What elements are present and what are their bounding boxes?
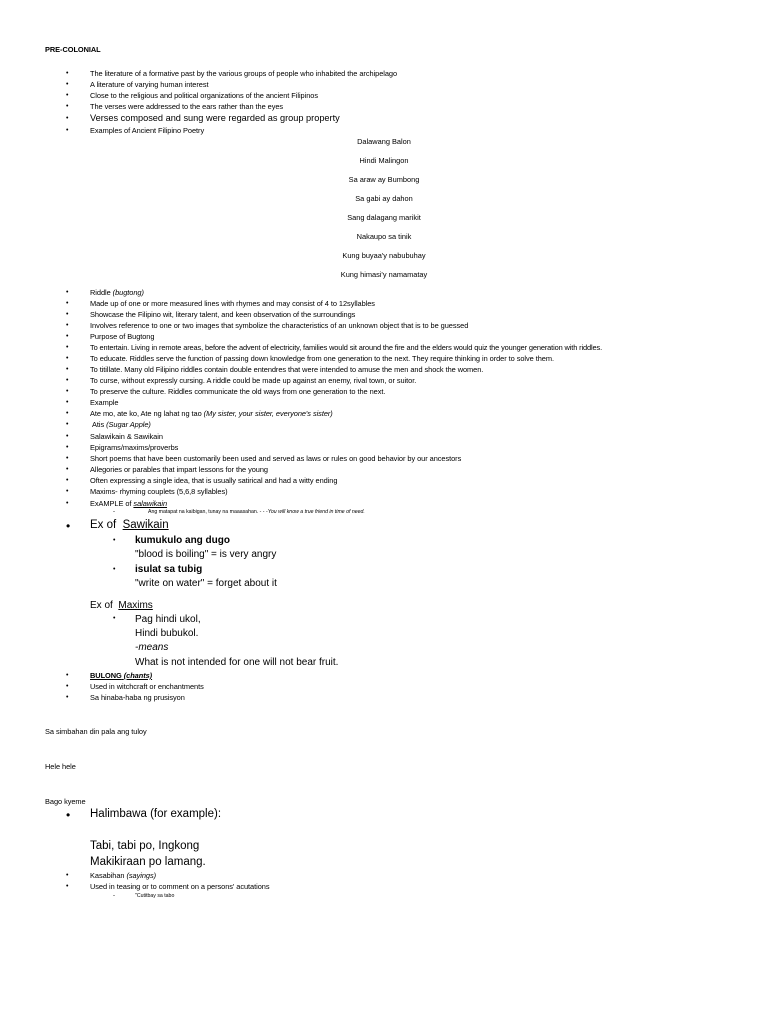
example-translation: (My sister, your sister, everyone's sister) xyxy=(203,409,333,418)
list-item: To educate. Riddles serve the function of passing down knowledge from one generation to the next. They require thinking in order to solve them. xyxy=(90,354,554,363)
bullet: • xyxy=(66,81,69,88)
list-item: Involves reference to one or two images that symbolize the characteristics of an unknown object that is to be guessed xyxy=(90,321,469,330)
list-item: Used in teasing or to comment on a persons' acutations xyxy=(90,882,270,891)
kasabihan-italic: (sayings) xyxy=(126,871,157,880)
sub-item-text: Ang matapat na kaibigan, tunay na maaasahan. - - - xyxy=(148,509,268,515)
bullet: • xyxy=(66,388,69,395)
bullet: • xyxy=(66,92,69,99)
bullet: • xyxy=(66,127,69,134)
poem-line: Hindi Malingon xyxy=(359,156,409,165)
bullet: • xyxy=(66,477,69,484)
list-item: Maxims- rhyming couplets (5,6,8 syllables) xyxy=(90,487,228,496)
riddle-italic: (bugtong) xyxy=(112,288,144,297)
bulong-italic: (chants) xyxy=(123,671,153,680)
bullet: • xyxy=(66,300,69,307)
bullet: • xyxy=(113,615,116,622)
answer-text: Atis xyxy=(92,420,105,429)
heading-prefix: Ex of xyxy=(90,519,117,531)
example-prefix: ExAMPLE of xyxy=(90,499,132,508)
bullet: • xyxy=(66,672,69,679)
poem-line: Sang dalagang marikit xyxy=(347,213,421,222)
list-item: Short poems that have been customarily been used and served as laws or rules on good behavior by our ancestors xyxy=(90,454,462,463)
bullet: • xyxy=(66,289,69,296)
dash-marker: - xyxy=(113,893,115,899)
list-item: To titillate. Many old Filipino riddles contain double entendres that were intended to amuse the men and shock the women. xyxy=(90,365,484,374)
section-heading xyxy=(90,518,169,532)
bullet: • xyxy=(66,70,69,77)
bullet: • xyxy=(66,466,69,473)
bullet: • xyxy=(66,322,69,329)
meaning: "write on water" = forget about it xyxy=(135,578,277,589)
bullet: • xyxy=(66,399,69,406)
bullet: • xyxy=(66,433,69,440)
page-title: PRE-COLONIAL xyxy=(45,45,101,54)
kasabihan-label: Kasabihan xyxy=(90,871,125,880)
maxim-line: Pag hindi ukol, xyxy=(135,614,201,625)
list-item: Sa hinaba-haba ng prusisyon xyxy=(90,693,185,702)
list-item: Made up of one or more measured lines with rhymes and may consist of 4 to 12syllables xyxy=(90,299,375,308)
maxim-translation: What is not intended for one will not bear fruit. xyxy=(135,657,339,668)
bullet: • xyxy=(66,103,69,110)
heading-prefix: Ex of xyxy=(90,600,113,611)
list-item: Example xyxy=(90,398,119,407)
riddle-label: Riddle xyxy=(90,288,111,297)
bullet: • xyxy=(66,410,69,417)
bullet: • xyxy=(66,683,69,690)
list-item: Used in witchcraft or enchantments xyxy=(90,682,204,691)
bullet: • xyxy=(66,488,69,495)
bullet: • xyxy=(66,519,71,533)
list-item: Close to the religious and political organizations of the ancient Filipinos xyxy=(90,91,318,100)
example-line: Makikiraan po lamang. xyxy=(90,856,206,868)
example-text: Ate mo, ate ko, Ate ng lahat ng tao xyxy=(90,409,202,418)
poem-line: Sa araw ay Bumbong xyxy=(348,175,420,184)
bullet: • xyxy=(66,377,69,384)
bullet: • xyxy=(66,872,69,879)
heading-word: Maxims xyxy=(118,600,153,611)
list-item: To preserve the culture. Riddles communicate the old ways from one generation to the next. xyxy=(90,387,386,396)
section-heading xyxy=(90,599,153,612)
bullet: • xyxy=(66,311,69,318)
list-item xyxy=(90,871,156,881)
maxim-line: Hindi bubukol. xyxy=(135,628,199,639)
bullet: • xyxy=(113,537,116,544)
list-item: A literature of varying human interest xyxy=(90,80,209,89)
list-item: Showcase the Filipino wit, literary talent, and keen observation of the surroundings xyxy=(90,310,356,319)
answer-translation: (Sugar Apple) xyxy=(106,420,151,429)
list-item: Allegories or parables that impart lessons for the young xyxy=(90,465,268,474)
poem-line: Kung himasi'y namamatay xyxy=(340,270,428,279)
example-line: Tabi, tabi po, Ingkong xyxy=(90,840,200,852)
text-line: Hele hele xyxy=(45,762,76,771)
list-item: To curse, without expressly cursing. A riddle could be made up against an enemy, rival town, or suitor. xyxy=(90,376,417,385)
bullet: • xyxy=(66,366,69,373)
poem-line: Dalawang Balon xyxy=(357,137,411,146)
list-item xyxy=(92,420,151,430)
meaning: "blood is boiling" = is very angry xyxy=(135,549,277,560)
bullet: • xyxy=(66,500,69,507)
bullet: • xyxy=(113,566,116,573)
phrase: kumukulo ang dugo xyxy=(135,535,230,546)
bullet: • xyxy=(66,808,71,822)
list-item: To entertain. Living in remote areas, before the advent of electricity, families would sit around the fire and the elders would quiz the younger generation with riddles. xyxy=(90,343,603,352)
bullet: • xyxy=(66,421,69,428)
example-heading: Halimbawa (for example): xyxy=(90,808,222,820)
list-item: Epigrams/maxims/proverbs xyxy=(90,443,179,452)
bullet: • xyxy=(66,344,69,351)
bullet: • xyxy=(66,455,69,462)
list-item: The verses were addressed to the ears rather than the eyes xyxy=(90,102,284,111)
bullet: • xyxy=(66,333,69,340)
poem-line: Nakaupo sa tinik xyxy=(356,232,412,241)
bullet: • xyxy=(66,694,69,701)
text-line: Bago kyeme xyxy=(45,797,86,806)
text-line: Sa simbahan din pala ang tuloy xyxy=(45,727,147,736)
bullet: • xyxy=(66,444,69,451)
example-word: salawikain xyxy=(133,499,168,508)
bullet: • xyxy=(66,883,69,890)
bullet: • xyxy=(66,355,69,362)
bullet: • xyxy=(66,115,69,122)
list-item: Examples of Ancient Filipino Poetry xyxy=(90,126,205,135)
list-item: Purpose of Bugtong xyxy=(90,332,155,341)
sub-item xyxy=(148,509,365,516)
poem-line: Sa gabi ay dahon xyxy=(355,194,413,203)
list-item xyxy=(90,288,144,298)
list-item: The literature of a formative past by the various groups of people who inhabited the archipelago xyxy=(90,69,398,78)
dash-marker: - xyxy=(113,509,115,515)
list-item: Salawikain & Sawikain xyxy=(90,432,163,441)
poem-line: Kung buyaa'y nabubuhay xyxy=(342,251,426,260)
list-item xyxy=(90,499,167,509)
sub-item-translation: You will know a true friend in time of need. xyxy=(267,509,365,515)
sub-item: "Cutitbay sa tabo xyxy=(135,893,175,899)
phrase: isulat sa tubig xyxy=(135,564,203,575)
list-item: Often expressing a single idea, that is usually satirical and had a witty ending xyxy=(90,476,338,485)
maxim-means: -means xyxy=(135,642,169,653)
bulong-label: BULONG xyxy=(90,671,122,680)
list-item xyxy=(90,409,333,419)
list-item xyxy=(90,671,152,681)
heading-word: Sawikain xyxy=(122,519,169,531)
list-item: Verses composed and sung were regarded as group property xyxy=(90,113,340,123)
